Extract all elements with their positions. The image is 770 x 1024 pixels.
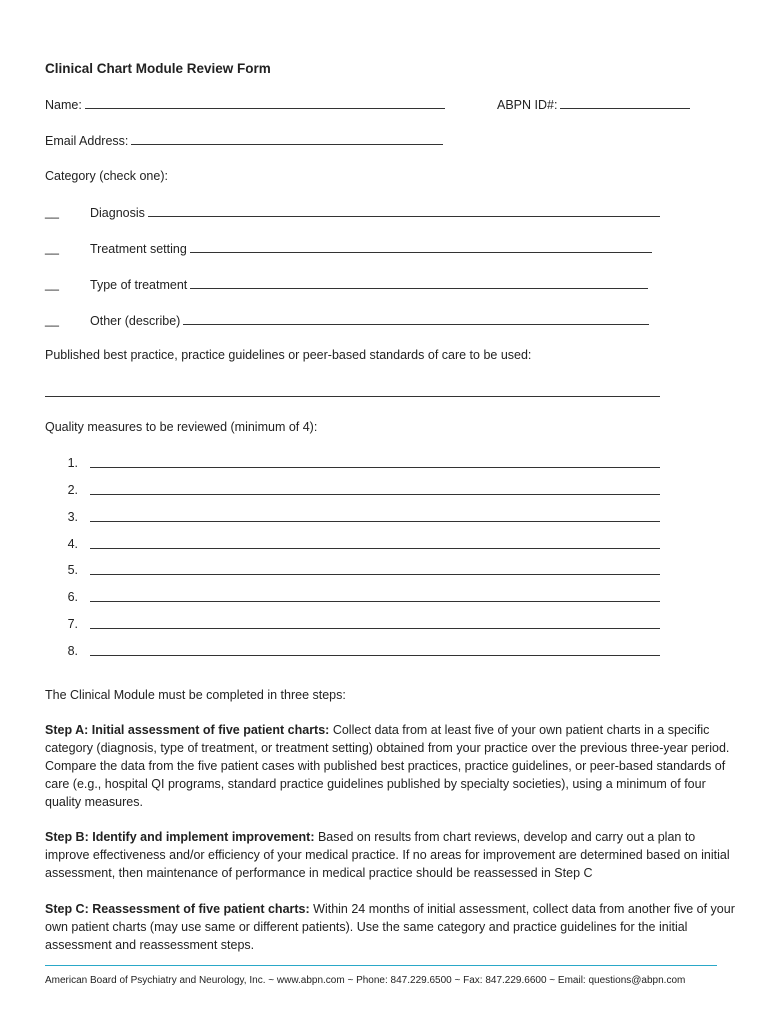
- quality-blank-8[interactable]: [90, 655, 660, 656]
- category-row-type-of-treatment: [90, 276, 648, 293]
- diagnosis-blank[interactable]: [148, 204, 660, 217]
- quality-blank-5[interactable]: [90, 574, 660, 575]
- abpn-field-row: [497, 96, 690, 113]
- step-c-heading: Step C: Reassessment of five patient charts:: [45, 902, 310, 916]
- category-label: Category (check one):: [45, 169, 168, 183]
- email-blank[interactable]: [131, 132, 443, 145]
- category-row-treatment-setting: [90, 240, 652, 257]
- step-c-paragraph: [45, 900, 735, 954]
- email-label: Email Address:: [45, 134, 129, 148]
- quality-number-7: 7.: [67, 617, 78, 631]
- abpn-blank[interactable]: [560, 96, 690, 109]
- abpn-label: ABPN ID#:: [497, 98, 558, 112]
- type-of-treatment-blank[interactable]: [190, 276, 648, 289]
- step-b-heading: Step B: Identify and implement improvement:: [45, 830, 315, 844]
- step-a-paragraph: [45, 721, 735, 811]
- quality-blank-4[interactable]: [90, 548, 660, 549]
- name-blank[interactable]: [85, 96, 445, 109]
- quality-blank-6[interactable]: [90, 601, 660, 602]
- form-title: Clinical Chart Module Review Form: [45, 61, 271, 76]
- quality-blank-3[interactable]: [90, 521, 660, 522]
- name-field-row: [45, 96, 445, 113]
- step-c-body: Within 24 months of initial assessment, collect data from another five of your own patient charts (may use same or different patients). Use the same category and practice guidelines for the initial assessment and reassessment steps.: [45, 902, 735, 952]
- quality-number-3: 3.: [67, 510, 78, 524]
- category-label-diagnosis: Diagnosis: [90, 206, 145, 220]
- step-a-body: Collect data from at least five of your own patient charts in a specific category (diagnosis, type of treatment, or treatment setting) obtained from your practice over the previous three-year period. Compare the data from the five patient cases with published best practices, practice guidelines, or peer-based standards of care (e.g., hospital QI programs, standard practice guidelines published by specialty societies), using a minimum of four quality measures.: [45, 723, 730, 809]
- quality-number-8: 8.: [67, 644, 78, 658]
- treatment-setting-blank[interactable]: [190, 240, 652, 253]
- category-label-other: Other (describe): [90, 314, 181, 328]
- category-label-type-of-treatment: Type of treatment: [90, 278, 188, 292]
- other-blank[interactable]: [183, 312, 649, 325]
- email-field-row: [45, 132, 443, 149]
- step-a-heading: Step A: Initial assessment of five patient charts:: [45, 723, 330, 737]
- category-check-treatment-setting[interactable]: __: [45, 241, 59, 255]
- quality-blank-2[interactable]: [90, 494, 660, 495]
- category-check-other[interactable]: __: [45, 313, 59, 327]
- category-check-diagnosis[interactable]: __: [45, 205, 59, 219]
- step-b-body: Based on results from chart reviews, develop and carry out a plan to improve effectiveness and/or efficiency of your medical practice. If no areas for improvement are determined based on initial assessment, then maintenance of performance in medical practice should be reassessed in Step C: [45, 830, 730, 880]
- quality-blank-7[interactable]: [90, 628, 660, 629]
- quality-number-1: 1.: [67, 456, 78, 470]
- best-practice-label: Published best practice, practice guidelines or peer-based standards of care to be used:: [45, 348, 532, 362]
- quality-number-2: 2.: [67, 483, 78, 497]
- steps-intro: The Clinical Module must be completed in three steps:: [45, 688, 346, 702]
- name-label: Name:: [45, 98, 82, 112]
- best-practice-blank[interactable]: [45, 396, 660, 397]
- quality-number-4: 4.: [67, 537, 78, 551]
- category-check-type-of-treatment[interactable]: __: [45, 277, 59, 291]
- quality-number-5: 5.: [67, 563, 78, 577]
- quality-number-6: 6.: [67, 590, 78, 604]
- category-label-treatment-setting: Treatment setting: [90, 242, 187, 256]
- category-row-other: [90, 312, 649, 329]
- quality-blank-1[interactable]: [90, 467, 660, 468]
- category-row-diagnosis: [90, 204, 660, 221]
- footer-divider: [45, 965, 717, 966]
- quality-measures-label: Quality measures to be reviewed (minimum of 4):: [45, 420, 318, 434]
- step-b-paragraph: [45, 828, 735, 882]
- footer-contact: American Board of Psychiatry and Neurology, Inc. ~ www.abpn.com ~ Phone: 847.229.6500 ~ Fax: 847.229.6600 ~ Email: questions@abpn.com: [45, 975, 686, 986]
